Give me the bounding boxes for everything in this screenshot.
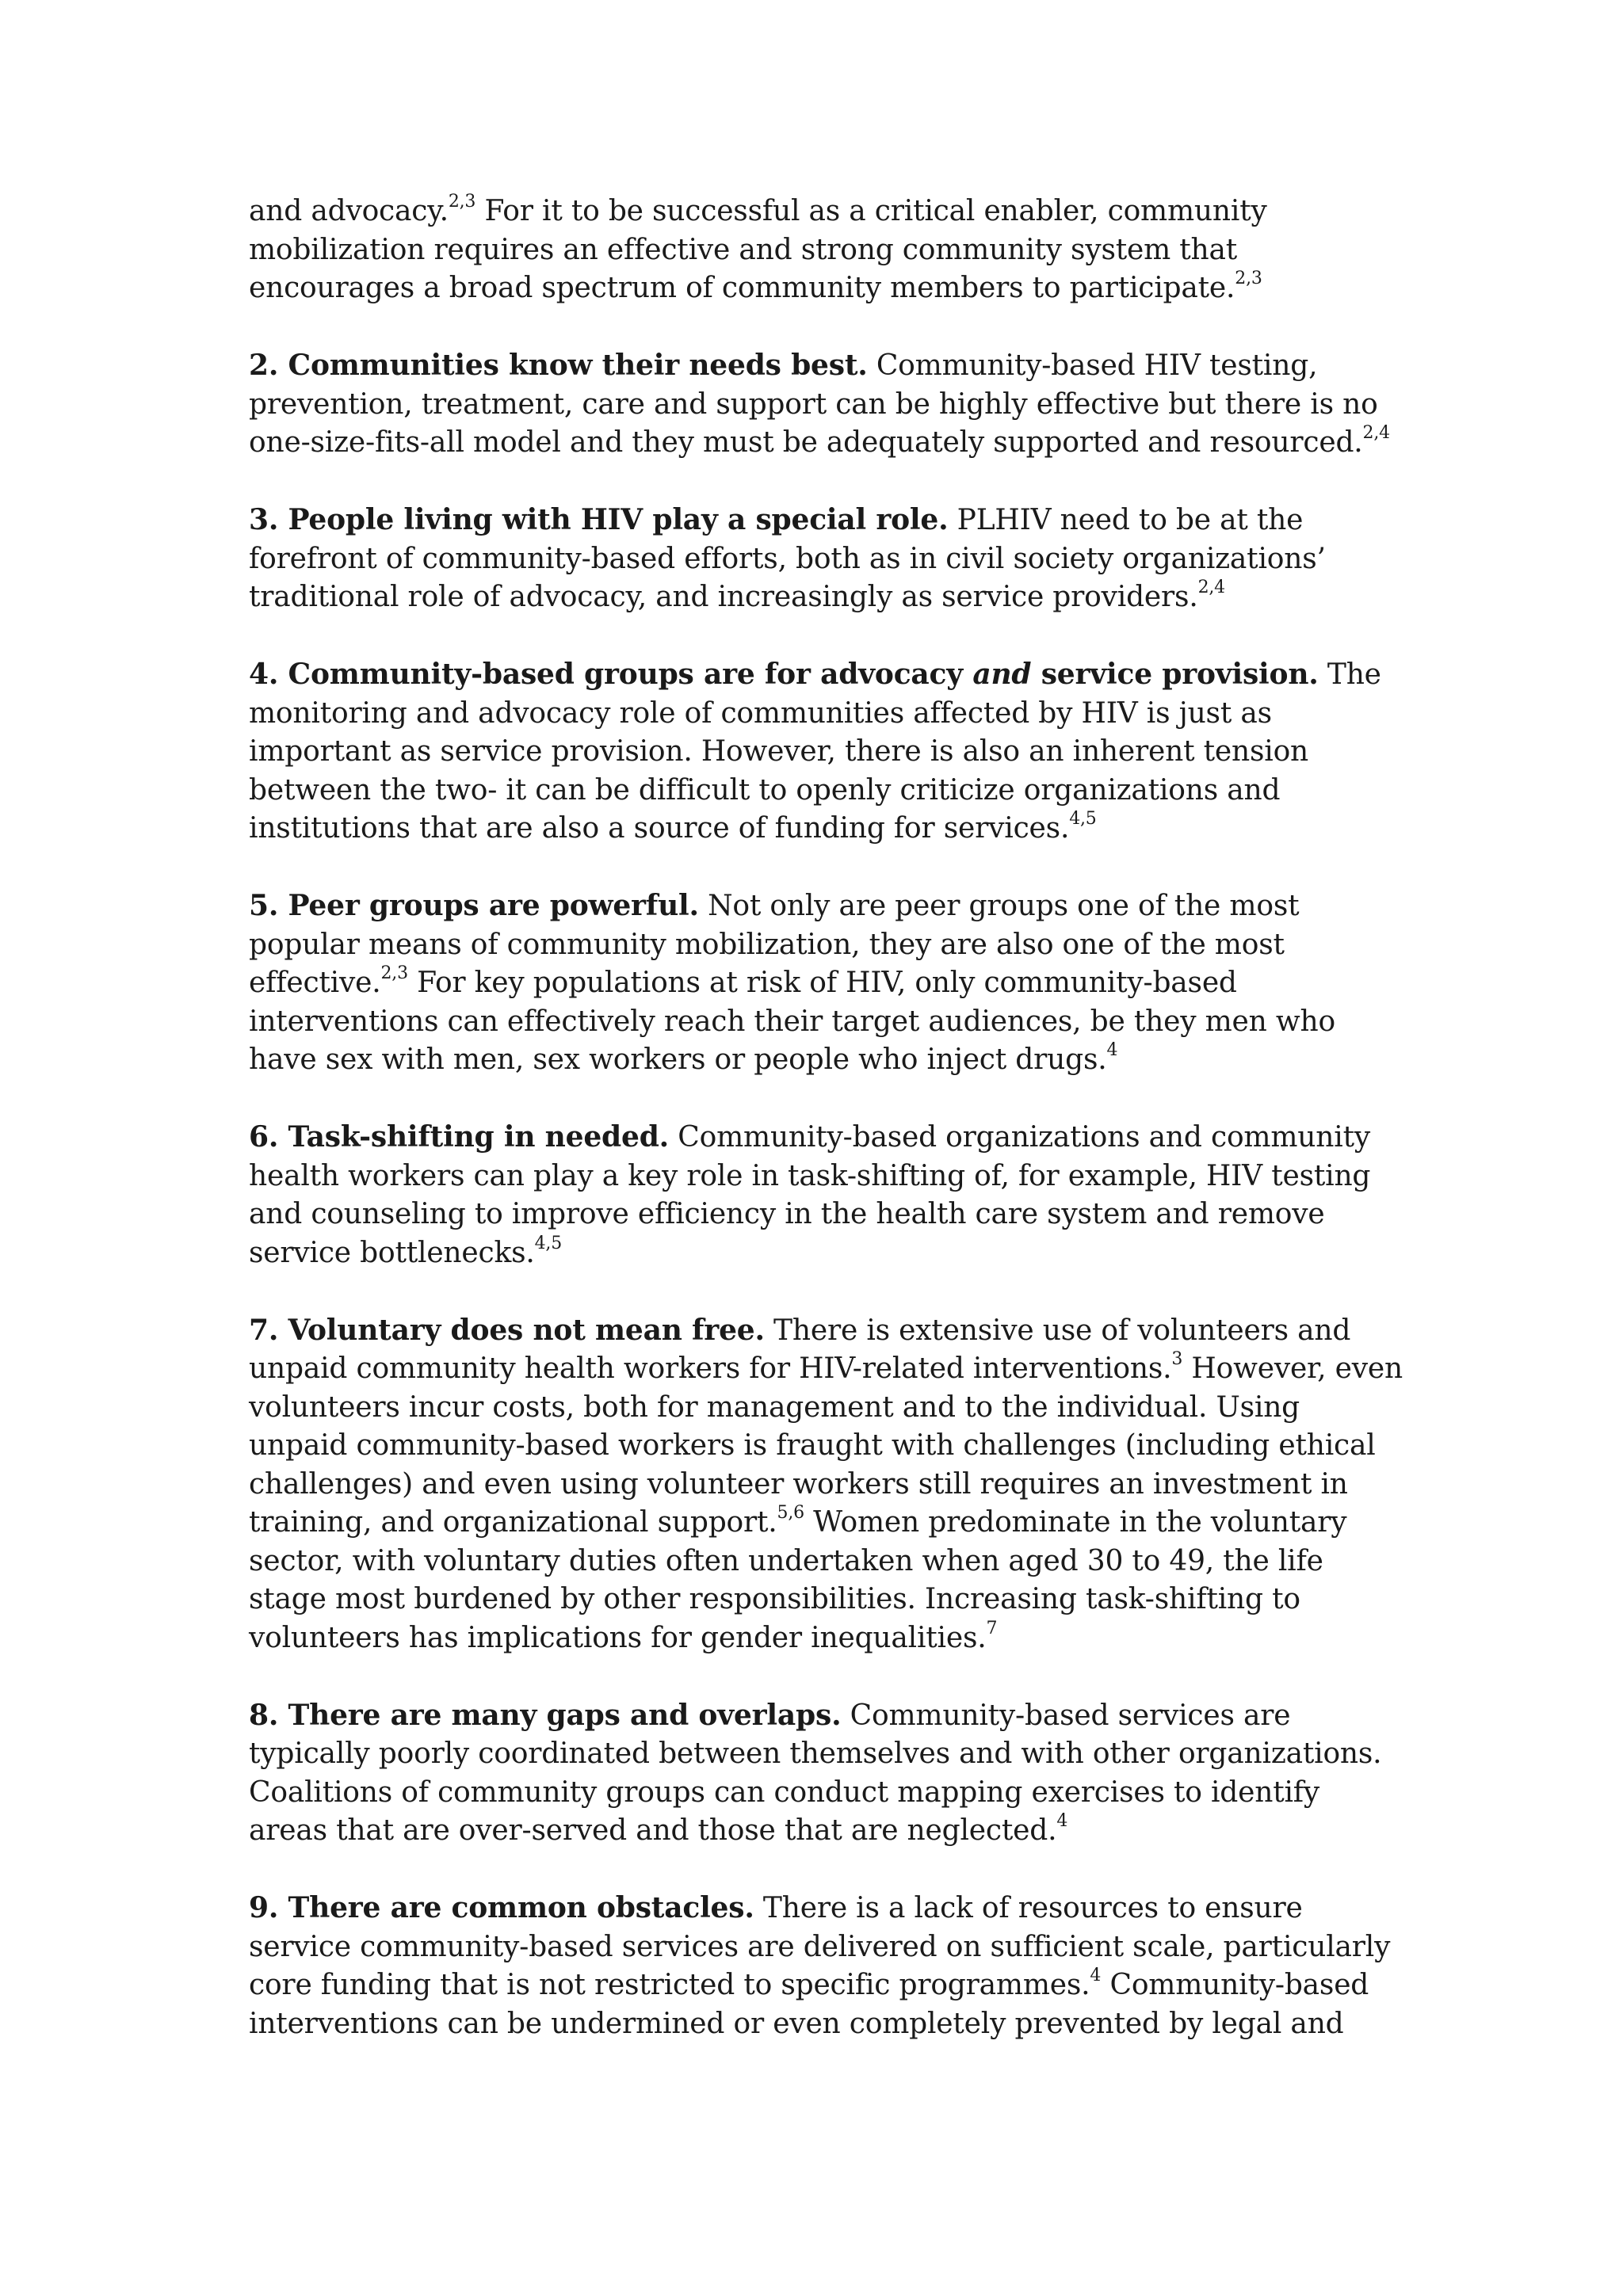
heading-text: 3. People living with HIV play a special role. — [249, 503, 949, 536]
body-text: PLHIV need to be at the forefront of community-based efforts, both as in civil society organizations’ traditional role of advocacy, and increasingly as service providers. — [249, 504, 1326, 613]
body-text: However, even volunteers incur costs, both for management and to the individual. Using unpaid community-based workers is fraught with challenges (including ethical challenges) and even using volunteer workers still requires an investment in training, and organizational support. — [249, 1352, 1403, 1539]
body-text: There is extensive use of volunteers and unpaid community health workers for HIV-related interventions. — [249, 1314, 1351, 1385]
document-page — [249, 193, 1406, 2043]
paragraph-common-obstacles — [249, 1889, 1406, 2043]
paragraph-heading — [249, 1699, 841, 1732]
heading-text: 7. Voluntary does not mean free. — [249, 1313, 765, 1347]
paragraph-plhiv-special-role — [249, 501, 1406, 617]
citation-superscript: 2,3 — [1235, 269, 1262, 288]
paragraph-advocacy-and-service — [249, 655, 1406, 849]
heading-text: 5. Peer groups are powerful. — [249, 889, 699, 922]
paragraph-voluntary-not-free — [249, 1311, 1406, 1658]
paragraph-task-shifting — [249, 1118, 1406, 1272]
citation-superscript: 2,4 — [1362, 423, 1390, 443]
citation-superscript: 4 — [1090, 1966, 1102, 1985]
paragraph-heading — [249, 503, 948, 536]
citation-superscript: 2,3 — [448, 192, 476, 212]
paragraph-continuation — [249, 193, 1406, 308]
paragraph-heading — [249, 1120, 669, 1154]
heading-text: service provision. — [1031, 658, 1319, 691]
paragraph-gaps-and-overlaps — [249, 1696, 1406, 1851]
body-text: For it to be successful as a critical enabler, community mobilization requires an effective and strong community system that encourages a broad spectrum of community members to participate. — [249, 195, 1267, 304]
body-text: Community-based HIV testing, prevention, treatment, care and support can be highly effective but there is no one-size-fits-all model and they must be adequately supported and resourced. — [249, 349, 1378, 459]
heading-text: 4. Community-based groups are for advocacy — [249, 658, 973, 691]
body-text: Not only are peer groups one of the most popular means of community mobilization, they are also one of the most effective. — [249, 890, 1300, 999]
body-text: There is a lack of resources to ensure service community-based services are delivered on sufficient scale, particularly core funding that is not restricted to specific programmes. — [249, 1892, 1391, 2001]
heading-text: 8. There are many gaps and overlaps. — [249, 1698, 842, 1732]
citation-superscript: 4,5 — [1069, 809, 1097, 829]
heading-text: 9. There are common obstacles. — [249, 1891, 754, 1924]
citation-superscript: 3 — [1171, 1349, 1183, 1369]
citation-superscript: 4 — [1106, 1040, 1118, 1060]
paragraph-heading — [249, 889, 699, 922]
body-text: and advocacy. — [249, 195, 449, 227]
body-text: Community-based services are typically poorly coordinated between themselves and with other organizations. Coalitions of community groups can conduct mapping exercises to identify areas that are over-served and those that are neglected. — [249, 1699, 1382, 1847]
citation-superscript: 5,6 — [777, 1503, 804, 1523]
citation-superscript: 4 — [1056, 1811, 1068, 1831]
paragraph-peer-groups — [249, 887, 1406, 1080]
heading-emphasis: and — [972, 658, 1032, 691]
body-text: For key populations at risk of HIV, only community-based interventions can effectively reach their target audiences, be they men who have sex with men, sex workers or people who inject drugs. — [249, 967, 1335, 1076]
heading-text: 6. Task-shifting in needed. — [249, 1120, 670, 1154]
body-text: Women predominate in the voluntary sector, with voluntary duties often undertaken when aged 30 to 49, the life stage most burdened by other responsibilities. Increasing task-shifting to volunteers has implications for gender inequalities. — [249, 1506, 1347, 1654]
citation-superscript: 4,5 — [534, 1233, 562, 1253]
body-text: The monitoring and advocacy role of communities affected by HIV is just as important as service provision. However, there is also an inherent tension between the two- it can be difficult to openly criticize organizations and institutions that are also a source of funding for services. — [249, 658, 1381, 845]
body-text: Community-based interventions can be undermined or even completely prevented by legal and — [249, 1969, 1369, 2040]
paragraph-heading — [249, 1891, 754, 1924]
paragraph-heading — [249, 349, 868, 382]
body-text: Community-based organizations and community health workers can play a key role in task-shifting of, for example, HIV testing and counseling to improve efficiency in the health care system and remove service bottlenecks. — [249, 1121, 1371, 1269]
heading-text: 2. Communities know their needs best. — [249, 349, 868, 382]
paragraph-heading — [249, 658, 1319, 691]
paragraph-heading — [249, 1314, 765, 1347]
citation-superscript: 2,3 — [380, 963, 408, 983]
citation-superscript: 2,4 — [1197, 578, 1225, 597]
paragraph-communities-know-needs — [249, 346, 1406, 463]
citation-superscript: 7 — [986, 1618, 998, 1638]
